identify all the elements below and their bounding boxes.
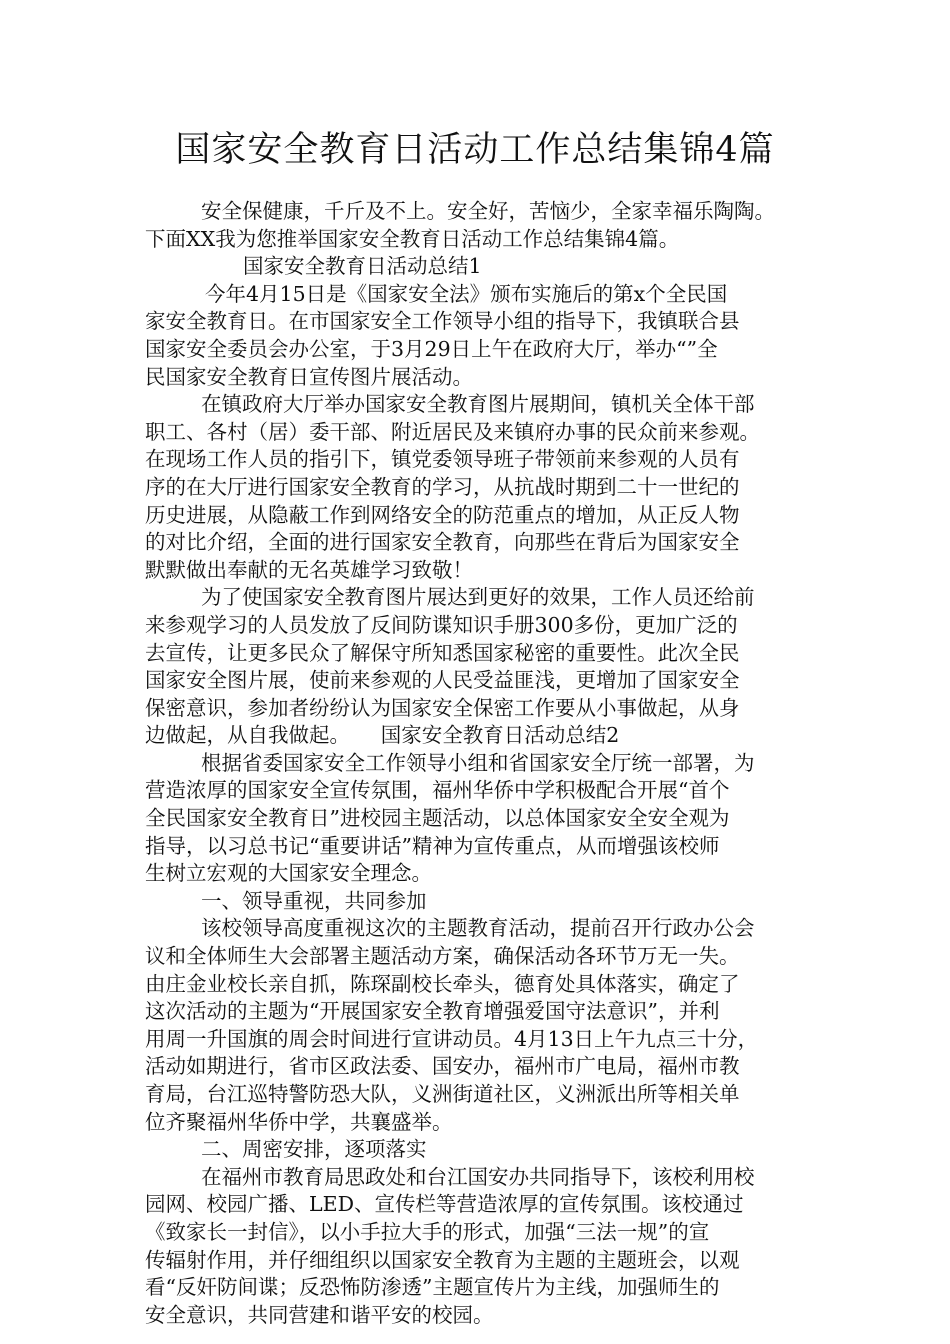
text-line: 国家安全图片展，使前来参观的人民受益匪浅，更增加了国家安全 (145, 668, 740, 693)
text-line: 保密意识，参加者纷纷认为国家安全保密工作要从小事做起，从身 (145, 695, 740, 720)
text-line: 《致家长一封信》，以小手拉大手的形式，加强“三法一规”的宣 (145, 1219, 710, 1244)
text-line: 由庄金业校长亲自抓，陈琛副校长牵头，德育处具体落实，确定了 (145, 971, 740, 996)
text-line: 该校领导高度重视这次的主题教育活动，提前召开行政办公会 (201, 916, 755, 941)
section-heading: 一、领导重视，共同参加 (201, 888, 427, 913)
text-line: 这次活动的主题为“开展国家安全教育增强爱国守法意识”，并利 (145, 999, 720, 1024)
text-line: 安全保健康，千斤及不上。安全好，苦恼少，全家幸福乐陶陶。 (201, 199, 775, 223)
text-line: 国家安全委员会办公室，于3月29日上午在政府大厅，举办“”全 (145, 336, 718, 361)
text-line: 看“反奸防间谍；反恐怖防渗透”主题宣传片为主线，加强师生的 (145, 1275, 720, 1300)
text-line: 营造浓厚的国家安全宣传氛围，福州华侨中学积极配合开展“首个 (145, 778, 730, 803)
text-line: 议和全体师生大会部署主题活动方案，确保活动各环节万无一失。 (145, 944, 740, 969)
text-line: 传辐射作用，并仔细组织以国家安全教育为主题的主题班会，以观 (145, 1247, 740, 1272)
text-line: 下面XX我为您推举国家安全教育日活动工作总结集锦4篇。 (145, 226, 680, 251)
text-line: 全民国家安全教育日”进校园主题活动，以总体国家安全安全观为 (145, 806, 730, 831)
text-line: 去宣传，让更多民众了解保守所知悉国家秘密的重要性。此次全民 (145, 640, 740, 665)
document-body (145, 198, 805, 1329)
text-line: 在镇政府大厅举办国家安全教育图片展期间，镇机关全体干部 (201, 392, 755, 417)
text-line: 在现场工作人员的指引下，镇党委领导班子带领前来参观的人员有 (145, 447, 740, 472)
text-line: 为了使国家安全教育图片展达到更好的效果，工作人员还给前 (201, 585, 755, 610)
text-line: 历史进展，从隐蔽工作到网络安全的防范重点的增加，从正反人物 (145, 502, 740, 527)
text-line: 家安全教育日。在市国家安全工作领导小组的指导下，我镇联合县 (145, 309, 740, 334)
section-heading: 二、周密安排，逐项落实 (201, 1137, 427, 1162)
text-line: 来参观学习的人员发放了反间防谍知识手册300多份，更加广泛的 (145, 612, 738, 637)
text-line: 民国家安全教育日宣传图片展活动。 (145, 364, 473, 389)
text-line: 的对比介绍，全面的进行国家安全教育，向那些在背后为国家安全 (145, 530, 740, 555)
text-line: 在福州市教育局思政处和台江国安办共同指导下，该校利用校 (201, 1164, 755, 1189)
text-line: 默默做出奉献的无名英雄学习致敬！ (145, 557, 473, 582)
text-line: 用周一升国旗的周会时间进行宣讲动员。4月13日上午九点三十分， (145, 1026, 759, 1051)
text-line: 生树立宏观的大国家安全理念。 (145, 861, 432, 886)
document-title: 国家安全教育日活动工作总结集锦4篇 (175, 130, 775, 170)
text-line: 活动如期进行，省市区政法委、国安办，福州市广电局，福州市教 (145, 1054, 740, 1079)
text-line: 育局，台江巡特警防恐大队，义洲街道社区，义洲派出所等相关单 (145, 1082, 740, 1106)
text-line: 今年4月15日是《国家安全法》颁布实施后的第x个全民国 (205, 281, 728, 306)
text-line: 边做起，从自我做起。 国家安全教育日活动总结2 (145, 723, 620, 748)
text-line: 序的在大厅进行国家安全教育的学习，从抗战时期到二十一世纪的 (145, 474, 740, 499)
text-line: 安全意识，共同营建和谐平安的校园。 (145, 1302, 494, 1327)
text-line: 园网、校园广播、LED、宣传栏等营造浓厚的宣传氛围。该校通过 (145, 1192, 744, 1217)
section-heading: 国家安全教育日活动总结1 (243, 254, 482, 279)
text-line: 根据省委国家安全工作领导小组和省国家安全厅统一部署，为 (201, 750, 755, 775)
text-line: 职工、各村（居）委干部、附近居民及来镇府办事的民众前来参观。 (145, 419, 760, 444)
text-line: 指导，以习总书记“重要讲话”精神为宣传重点，从而增强该校师 (145, 833, 720, 858)
text-line: 位齐聚福州华侨中学，共襄盛举。 (145, 1109, 453, 1134)
